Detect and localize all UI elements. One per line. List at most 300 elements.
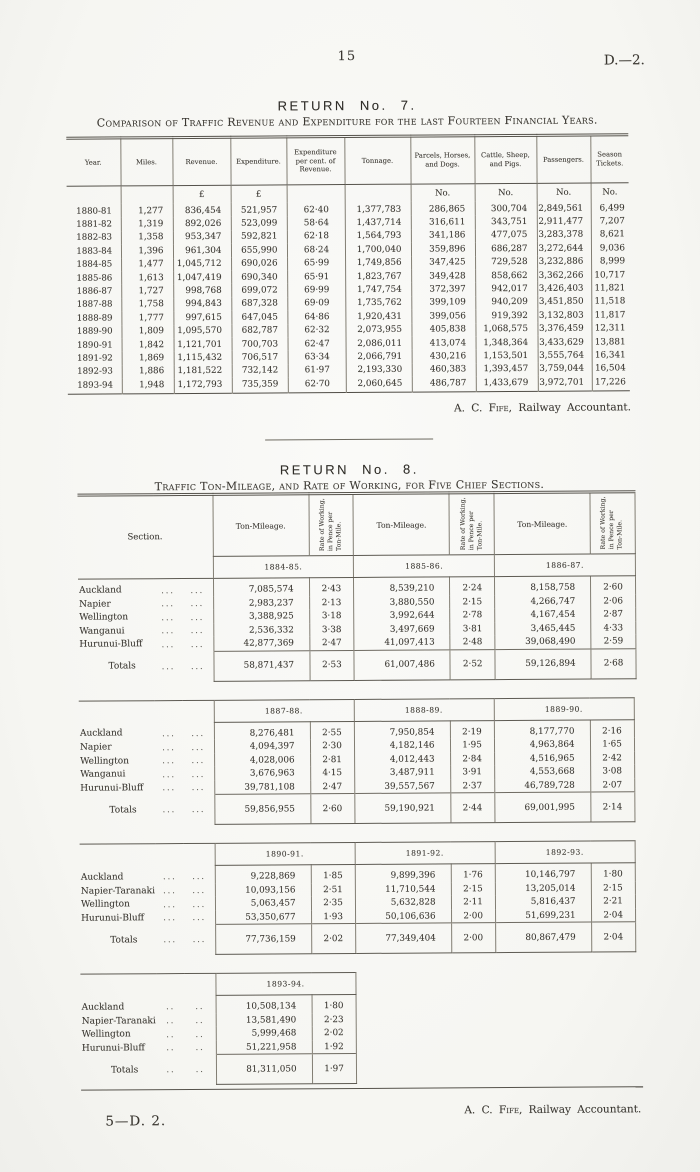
table-cell: Wanganui <box>79 626 125 637</box>
table-cell: Year. <box>66 138 120 186</box>
table-cell: 1891-92 <box>77 353 113 364</box>
table-cell: 3,426,403 <box>537 282 591 296</box>
table-cell: 4,553,668 <box>494 765 590 779</box>
ton-mileage-header: Ton-Mileage. <box>212 494 308 557</box>
rate-header <box>449 493 494 555</box>
table-cell: ... <box>190 612 205 622</box>
table-cell: 1,047,419 <box>173 271 231 285</box>
table-cell: 1882-83 <box>76 232 113 244</box>
table-cell: 690,026 <box>231 257 287 271</box>
table-cell: ... <box>162 729 176 739</box>
table-cell: 3,232,886 <box>537 255 591 269</box>
table-cell: 2·30 <box>310 739 354 753</box>
table-cell: 3,880,550 <box>354 595 450 609</box>
section-column-header: Section. <box>77 495 213 580</box>
table-cell: 359,896 <box>411 242 475 256</box>
table-cell: 13,881 <box>592 335 630 349</box>
table-cell: 699,072 <box>231 284 287 298</box>
document-reference: D.—2. <box>603 52 645 69</box>
table-cell: Wellington <box>81 1029 131 1040</box>
table-cell: 349,428 <box>411 269 475 283</box>
table-cell: 13,205,014 <box>495 882 591 896</box>
table-cell: 2·60 <box>310 794 354 824</box>
table-cell: 53,350,677 <box>215 910 311 925</box>
table-cell: Miles. <box>120 138 172 186</box>
return7-subtitle: Comparison of Traffic Revenue and Expenditure for the last Fourteen Financial Years. <box>96 113 598 130</box>
table-cell: Auckland <box>81 1002 125 1013</box>
table-cell: 42,877,369 <box>213 637 309 652</box>
table-cell: 858,662 <box>475 269 537 283</box>
table-cell: £ <box>173 185 231 203</box>
table-cell: 59,190,921 <box>354 793 450 824</box>
table-cell: .. <box>166 1002 176 1012</box>
table-cell: 8,621 <box>591 228 629 242</box>
table-cell: Wellington <box>80 899 130 910</box>
table-cell: ... <box>191 805 206 815</box>
table-cell: 2,060,645 <box>346 377 412 393</box>
table-cell: 953,347 <box>173 231 231 245</box>
table-cell: 2·47 <box>310 780 354 794</box>
table-cell: 39,557,567 <box>354 779 450 794</box>
table-cell: 58,871,437 <box>213 651 309 682</box>
table-cell: 1,153,501 <box>476 349 538 363</box>
table-cell: ... <box>190 585 205 595</box>
table-cell: ... <box>163 935 178 945</box>
table-cell: 68·24 <box>287 243 345 257</box>
table-cell: 1893-94 <box>77 380 113 391</box>
signature-surname: Fife <box>498 1104 519 1117</box>
table-cell: 39,068,490 <box>495 635 591 650</box>
table-cell: 8,539,210 <box>354 577 450 596</box>
table-cell: ... <box>190 639 205 649</box>
table-cell: 592,821 <box>231 230 287 244</box>
table-cell: 1884-85 <box>76 259 113 270</box>
table-cell: 62·32 <box>287 324 345 338</box>
table-cell: 1,433,679 <box>476 376 538 392</box>
table-cell: 1885-86 <box>76 273 113 284</box>
rate-header-label: Rate of Working, in Pence per Ton-Mile. <box>459 497 484 551</box>
table-cell: 316,611 <box>411 216 475 230</box>
return7-table <box>66 133 630 395</box>
table-cell: Expenditure. <box>230 137 286 185</box>
table-cell: 9,228,869 <box>215 865 311 884</box>
table-cell: 2·00 <box>451 909 495 923</box>
table-cell: 61,007,486 <box>354 650 450 681</box>
table-cell: 10,146,797 <box>495 864 591 883</box>
table-cell: ... <box>161 662 176 672</box>
year-header: 1884-85. <box>213 556 354 579</box>
table-cell: 347,425 <box>411 256 475 270</box>
table-cell: 3·91 <box>450 766 494 780</box>
table-cell: ... <box>162 756 176 766</box>
table-cell: 655,990 <box>231 244 287 258</box>
table-cell: ... <box>191 728 206 738</box>
table-cell: ... <box>161 626 176 636</box>
table-cell <box>345 184 411 202</box>
table-cell: 2,911,477 <box>537 215 591 229</box>
table-cell: Napier-Taranaki <box>81 1015 156 1027</box>
table-cell: 3,676,963 <box>214 767 310 781</box>
year-header: 1888-89. <box>354 699 494 722</box>
table-row <box>81 995 356 1015</box>
table-cell: 430,216 <box>412 350 476 364</box>
table-cell: 413,074 <box>412 336 476 350</box>
return8-section <box>0 460 700 1091</box>
table-cell: 729,528 <box>475 255 537 269</box>
table-row <box>79 792 634 825</box>
table-cell: Totals <box>109 805 137 816</box>
table-cell: 1,823,767 <box>345 270 411 284</box>
table-cell: 51,699,231 <box>495 909 591 924</box>
table-cell: 1,749,856 <box>345 256 411 270</box>
table-cell: 998,768 <box>173 284 231 298</box>
table-cell: 2·07 <box>590 778 634 792</box>
table-cell: 61·97 <box>288 364 346 378</box>
table-cell: 2·43 <box>309 578 354 596</box>
table-cell: 300,704 <box>475 201 537 216</box>
table-cell: 3,465,445 <box>495 621 591 635</box>
table-cell: 405,838 <box>411 323 475 337</box>
return7-header-row <box>66 135 628 186</box>
table-cell: 687,328 <box>231 297 287 311</box>
table-cell: 2·06 <box>591 594 636 608</box>
table-cell: ... <box>190 599 205 609</box>
table-cell: 46,789,728 <box>494 779 590 794</box>
return8-block-1-body <box>78 576 636 682</box>
table-cell: ... <box>163 899 177 909</box>
table-cell: 3,272,644 <box>537 242 591 256</box>
table-cell: 2,073,955 <box>345 323 411 337</box>
table-cell: .. <box>166 1043 176 1053</box>
table-cell: Season Tickets. <box>590 135 628 183</box>
table-cell: 1,777 <box>121 311 173 325</box>
table-cell: 2·87 <box>591 608 636 622</box>
table-cell: 3,388,925 <box>213 610 309 624</box>
table-cell: .. <box>166 1065 176 1075</box>
table-cell: 486,787 <box>412 376 476 392</box>
table-cell: 2·51 <box>311 883 355 897</box>
table-cell: 10,093,156 <box>215 883 311 897</box>
table-cell: 4·15 <box>310 766 354 780</box>
table-cell: 80,867,479 <box>495 923 591 954</box>
table-cell: 1880-81 <box>76 206 112 217</box>
table-cell: 286,865 <box>411 201 475 216</box>
table-cell: Revenue. <box>172 137 230 185</box>
table-cell: 7,085,574 <box>213 578 309 597</box>
table-cell: Parcels, Horses, and Dogs. <box>410 136 474 184</box>
return8-subtitle: Traffic Ton-Mileage, and Rate of Working, for Five Chief Sections. <box>154 478 545 494</box>
table-cell: No. <box>411 184 475 202</box>
table-cell: 1881-82 <box>76 219 112 230</box>
rate-header-label: Rate of Working, in Pence per Ton-Mile. <box>318 498 343 552</box>
table-cell: 77,349,404 <box>355 923 451 954</box>
return8-table-block-3 <box>80 841 636 956</box>
table-cell: 1·80 <box>591 863 635 881</box>
table-cell: 3,283,378 <box>537 228 591 242</box>
rate-header <box>590 492 635 554</box>
footer-reference: 5—D. 2. <box>105 1113 167 1130</box>
table-cell: Hurunui-Bluff <box>80 783 144 794</box>
table-cell: 69,001,995 <box>494 793 590 824</box>
ton-mileage-header: Ton-Mileage. <box>353 493 449 556</box>
table-cell: Hurunui-Bluff <box>81 1043 145 1054</box>
table-cell: 647,045 <box>231 311 287 325</box>
table-cell: .. <box>195 1065 205 1075</box>
table-cell: 1·97 <box>312 1054 356 1084</box>
table-cell: Wellington <box>79 612 129 623</box>
table-cell: 1,172,793 <box>174 378 232 394</box>
table-cell: 3,972,701 <box>538 376 592 392</box>
table-cell: 460,383 <box>412 363 476 377</box>
table-cell: ... <box>162 769 177 779</box>
section-divider <box>265 439 433 441</box>
table-cell: 919,392 <box>475 309 537 323</box>
signature-surname: Fife <box>488 402 509 415</box>
table-cell: 2·21 <box>591 895 635 909</box>
table-cell: 477,075 <box>475 229 537 243</box>
page-number: 15 <box>337 48 357 65</box>
table-cell: 690,340 <box>231 270 287 284</box>
return8-block-2-body <box>79 720 635 826</box>
table-cell: 2·48 <box>450 636 495 650</box>
table-cell: ... <box>192 886 207 896</box>
table-cell: 521,957 <box>231 202 287 217</box>
year-header: 1891-92. <box>355 842 495 865</box>
table-cell: Expenditure per cent. of Revenue. <box>286 137 344 185</box>
table-cell: 1,115,432 <box>174 351 232 365</box>
table-cell: 2·02 <box>311 924 355 954</box>
table-cell: 2·55 <box>310 721 354 739</box>
table-cell: 372,397 <box>411 283 475 297</box>
table-cell: 2,983,237 <box>213 596 309 610</box>
table-cell: No. <box>537 183 591 201</box>
table-cell: 4,012,443 <box>354 752 450 766</box>
table-cell: 3,555,764 <box>538 349 592 363</box>
table-cell: 2·35 <box>311 896 355 910</box>
year-header: 1885-86. <box>354 555 495 578</box>
table-cell: 2,086,011 <box>346 337 412 351</box>
table-cell: 3,362,266 <box>537 268 591 282</box>
rate-header <box>308 494 353 556</box>
table-cell: 1,809 <box>121 325 173 339</box>
table-row <box>78 649 636 682</box>
table-cell <box>121 186 173 204</box>
table-cell: 77,736,159 <box>215 924 311 955</box>
table-cell: 51,221,958 <box>216 1040 312 1055</box>
table-cell: Hurunui-Bluff <box>79 639 143 651</box>
table-cell: 11,710,544 <box>355 882 451 896</box>
table-cell: 2·42 <box>590 751 634 765</box>
table-cell: 9,899,396 <box>355 864 451 883</box>
table-cell: 2·68 <box>591 649 636 679</box>
table-cell: 41,097,413 <box>354 636 450 651</box>
table-cell: 3,487,911 <box>354 766 450 780</box>
table-cell: 2,849,561 <box>537 201 591 216</box>
table-cell: 10,717 <box>591 268 629 282</box>
table-cell: 2·47 <box>309 636 354 650</box>
table-cell: ... <box>163 886 177 896</box>
table-cell: 17,226 <box>592 375 630 391</box>
table-cell: .. <box>195 1029 205 1039</box>
year-header-row <box>80 973 355 997</box>
table-cell: ... <box>191 783 206 793</box>
table-cell: 2·04 <box>591 922 635 952</box>
return7-signature <box>0 401 699 417</box>
return8-table-block-4 <box>80 972 356 1086</box>
table-cell: ... <box>191 769 206 779</box>
table-cell: .. <box>166 1029 176 1039</box>
table-cell: ... <box>192 899 207 909</box>
table-cell: 399,109 <box>411 296 475 310</box>
year-header: 1887-88. <box>214 699 354 722</box>
closing-rule <box>81 1087 643 1091</box>
table-cell: 63·34 <box>288 350 346 364</box>
table-cell: ... <box>190 626 205 636</box>
table-cell: 59,856,955 <box>214 794 310 825</box>
table-cell: 2,066,791 <box>346 350 412 364</box>
table-cell: 1,869 <box>122 351 174 365</box>
table-cell: 892,026 <box>173 217 231 231</box>
table-cell: 1892-93 <box>77 366 113 378</box>
table-cell: 1889-90 <box>76 326 113 337</box>
table-cell: 343,751 <box>475 215 537 229</box>
table-cell: 3,992,644 <box>354 609 450 623</box>
table-cell: 2·24 <box>450 577 495 595</box>
table-cell: ... <box>161 612 176 622</box>
return7-section <box>0 96 699 418</box>
table-cell: 4·33 <box>591 621 636 635</box>
table-cell: ... <box>163 872 177 882</box>
table-cell: 2·15 <box>451 882 495 896</box>
table-cell: Passengers. <box>536 135 590 183</box>
table-cell: 1·65 <box>590 738 634 752</box>
return8-table-block-1 <box>77 491 636 683</box>
table-cell: 6,499 <box>591 200 629 215</box>
table-cell: 69·99 <box>287 283 345 297</box>
table-cell: 1,396 <box>121 244 173 258</box>
table-cell: 8,276,481 <box>214 722 310 741</box>
table-cell: 682,787 <box>231 324 287 338</box>
table-cell: 4,094,397 <box>214 740 310 754</box>
table-cell: 2·44 <box>450 793 494 823</box>
table-cell: Tonnage. <box>344 136 410 184</box>
table-cell: 3·08 <box>590 765 634 779</box>
table-cell: 13,581,490 <box>216 1013 312 1027</box>
table-cell: 62·18 <box>287 230 345 244</box>
table-cell: ... <box>162 742 176 752</box>
table-cell: 836,454 <box>173 203 231 218</box>
spacer-cell <box>79 700 214 723</box>
signature-initials: A. C. <box>464 1104 499 1117</box>
table-cell: ... <box>190 661 205 671</box>
spacer-cell <box>80 844 215 867</box>
table-cell: 69·09 <box>287 297 345 311</box>
table-cell: ... <box>161 599 175 609</box>
table-cell: 1,437,714 <box>345 216 411 230</box>
table-cell: ... <box>191 756 206 766</box>
table-cell: 399,056 <box>411 309 475 323</box>
table-cell: 2·78 <box>450 609 495 623</box>
table-cell: 341,186 <box>411 229 475 243</box>
rate-header-label: Rate of Working, in Pence per Ton-Mile. <box>599 496 624 550</box>
table-cell: 1,095,570 <box>173 324 231 338</box>
ton-mileage-header: Ton-Mileage. <box>494 493 590 556</box>
table-cell: 4,963,864 <box>494 738 590 752</box>
table-cell: 2·15 <box>450 595 495 609</box>
table-cell: 1·92 <box>312 1040 356 1054</box>
table-cell: 10,508,134 <box>216 995 312 1014</box>
year-header: 1890-91. <box>215 843 355 866</box>
table-cell: 2·13 <box>309 596 354 610</box>
footer-signature <box>464 1104 641 1117</box>
table-cell: 735,359 <box>232 377 288 393</box>
table-cell: 4,167,454 <box>495 608 591 622</box>
table-cell: 62·40 <box>287 202 345 217</box>
table-cell: 2·15 <box>591 881 635 895</box>
table-cell: 1,121,701 <box>174 338 232 352</box>
table-cell: 1,377,783 <box>345 202 411 217</box>
table-cell: 3,497,669 <box>354 622 450 636</box>
table-cell: 5,816,437 <box>495 895 591 909</box>
table-cell: 1,747,754 <box>345 283 411 297</box>
table-row <box>80 922 635 955</box>
table-cell: 5,063,457 <box>215 897 311 911</box>
table-cell: Wellington <box>80 756 130 767</box>
table-cell: 1,181,522 <box>174 364 232 378</box>
table-cell: No. <box>591 183 629 201</box>
table-cell: 3·38 <box>309 623 354 637</box>
document-body <box>0 96 700 1131</box>
table-cell: 2·02 <box>312 1026 356 1040</box>
table-cell: Wanganui <box>80 769 126 780</box>
table-cell: 3,759,044 <box>538 362 592 376</box>
table-cell: 7,207 <box>591 215 629 229</box>
table-cell: 940,209 <box>475 296 537 310</box>
table-cell: 2·60 <box>591 576 636 594</box>
table-cell: ... <box>162 805 177 815</box>
table-cell: 1887-88 <box>76 299 113 311</box>
table-cell: 700,703 <box>232 337 288 351</box>
table-cell: Napier <box>79 599 111 610</box>
table-cell: 1,613 <box>121 271 173 285</box>
table-cell: 523,099 <box>231 217 287 231</box>
table-cell: 64·86 <box>287 310 345 324</box>
table-cell: 1,948 <box>122 378 174 394</box>
table-cell: Totals <box>110 935 138 946</box>
table-cell: 5,999,468 <box>216 1027 312 1041</box>
table-cell: Auckland <box>80 872 124 883</box>
table-cell: 1,358 <box>121 231 173 245</box>
table-cell: 7,950,854 <box>354 721 450 740</box>
table-cell: No. <box>475 183 537 201</box>
table-cell: 4,266,747 <box>495 594 591 608</box>
table-cell <box>287 185 345 203</box>
table-cell: 5,632,828 <box>355 896 451 910</box>
table-cell: 4,182,146 <box>354 739 450 753</box>
table-cell: ... <box>161 640 176 650</box>
table-cell: 62·70 <box>288 377 346 393</box>
table-cell: Napier <box>79 742 112 753</box>
table-row <box>68 375 630 394</box>
table-cell: 706,517 <box>232 351 288 365</box>
table-cell: 1888-89 <box>76 313 113 324</box>
table-cell: 1,920,431 <box>345 310 411 324</box>
table-cell: 1,045,712 <box>173 257 231 271</box>
table-cell: Auckland <box>79 585 122 596</box>
table-cell: ... <box>161 585 175 595</box>
table-row <box>81 1054 356 1086</box>
table-cell: 2·14 <box>590 792 634 822</box>
